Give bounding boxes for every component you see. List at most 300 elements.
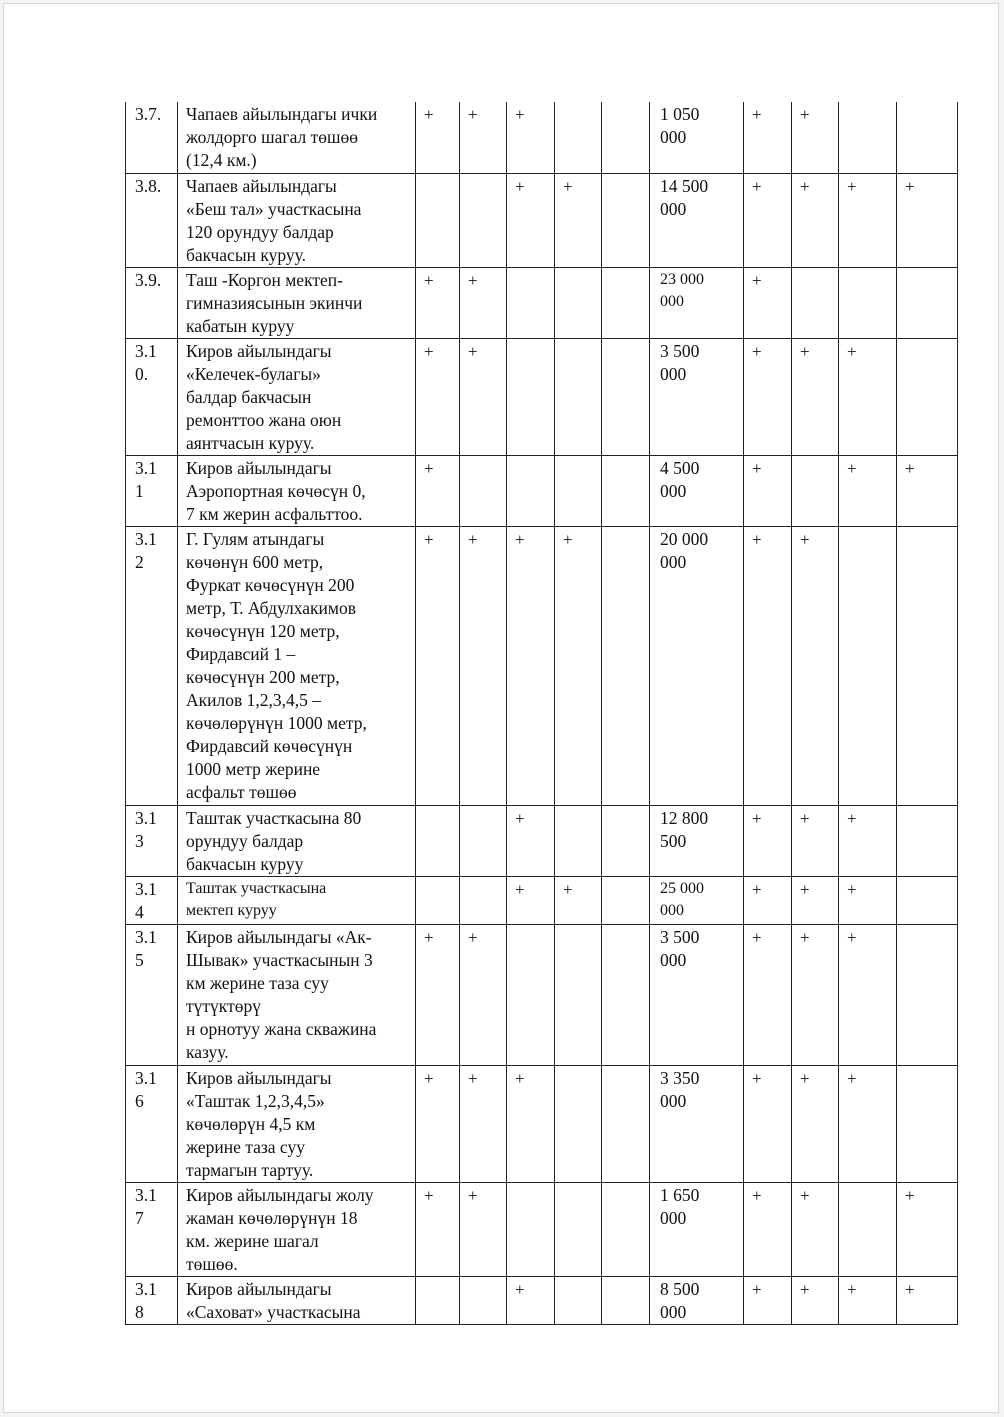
row-amount-line: 000 xyxy=(660,901,684,919)
row-amount-line: 3 500 xyxy=(660,340,700,361)
plus-mark: + xyxy=(468,1068,478,1088)
table-row xyxy=(126,876,958,924)
plus-mark: + xyxy=(905,1279,915,1299)
row-description-line: «Таштак 1,2,3,4,5» xyxy=(186,1090,325,1111)
row-description-line: км. жерине шагал xyxy=(186,1230,319,1251)
timeline-mark xyxy=(555,455,602,526)
row-number-line: 3.7. xyxy=(135,104,162,124)
timeline-mark xyxy=(416,267,460,338)
plus-mark: + xyxy=(563,176,573,196)
row-amount xyxy=(650,102,744,173)
timeline-mark xyxy=(897,526,958,805)
timeline-mark xyxy=(839,173,897,267)
timeline-mark xyxy=(416,876,460,924)
row-amount-line: 000 xyxy=(660,292,684,310)
timeline-mark xyxy=(897,876,958,924)
plus-mark: + xyxy=(752,341,762,361)
row-amount xyxy=(650,924,744,1065)
timeline-mark xyxy=(507,924,555,1065)
row-description xyxy=(178,173,416,267)
row-number-line: 3.1 xyxy=(135,1184,157,1205)
timeline-mark xyxy=(507,1065,555,1182)
timeline-mark xyxy=(602,338,650,455)
plus-mark: + xyxy=(424,458,434,478)
row-number xyxy=(126,876,178,924)
timeline-mark xyxy=(416,526,460,805)
timeline-mark xyxy=(792,526,839,805)
plus-mark: + xyxy=(515,105,525,124)
timeline-mark xyxy=(602,924,650,1065)
row-amount-line: 000 xyxy=(660,1301,687,1322)
row-description xyxy=(178,455,416,526)
plus-mark: + xyxy=(752,808,762,828)
timeline-mark xyxy=(507,455,555,526)
row-amount-line: 000 xyxy=(660,363,687,384)
timeline-mark xyxy=(555,924,602,1065)
row-number-line: 3.1 xyxy=(135,1067,157,1088)
timeline-mark xyxy=(460,1065,507,1182)
row-amount-line: 20 000 xyxy=(660,528,709,549)
row-description-line: Киров айылындагы жолу xyxy=(186,1184,374,1205)
plus-mark: + xyxy=(468,927,478,947)
plus-mark: + xyxy=(847,458,857,478)
row-description-line: Чапаев айылындагы ички xyxy=(186,104,378,124)
plus-mark: + xyxy=(515,1279,525,1299)
row-description xyxy=(178,1182,416,1276)
row-description-line: жолдорго шагал төшөө xyxy=(186,127,359,147)
timeline-mark xyxy=(839,1065,897,1182)
row-number xyxy=(126,102,178,173)
row-number-line: 8 xyxy=(135,1301,144,1322)
plus-mark: + xyxy=(847,927,857,947)
timeline-mark xyxy=(416,805,460,876)
row-description-line: түтүктөрү xyxy=(186,995,261,1016)
row-description-line: «Келечек-булагы» xyxy=(186,363,321,384)
plus-mark: + xyxy=(752,105,762,124)
row-description-line: км жерине таза суу xyxy=(186,972,329,993)
plus-mark: + xyxy=(515,879,525,899)
timeline-mark xyxy=(602,1182,650,1276)
row-description-line: балдар бакчасын xyxy=(186,386,312,407)
timeline-mark xyxy=(744,267,792,338)
row-number-line: 3.1 xyxy=(135,878,157,899)
plus-mark: + xyxy=(800,879,810,899)
row-amount-line: 000 xyxy=(660,949,687,970)
row-number xyxy=(126,267,178,338)
timeline-mark xyxy=(507,267,555,338)
timeline-mark xyxy=(507,102,555,173)
row-number xyxy=(126,924,178,1065)
plus-mark: + xyxy=(847,341,857,361)
timeline-mark xyxy=(744,924,792,1065)
row-number-line: 3.1 xyxy=(135,340,157,361)
timeline-mark xyxy=(744,526,792,805)
row-description xyxy=(178,102,416,173)
row-amount-line: 000 xyxy=(660,551,687,572)
row-description xyxy=(178,526,416,805)
timeline-mark xyxy=(744,102,792,173)
timeline-mark xyxy=(792,338,839,455)
row-amount xyxy=(650,1182,744,1276)
timeline-mark xyxy=(460,1276,507,1324)
row-number-line: 4 xyxy=(135,901,144,922)
plus-mark: + xyxy=(424,341,434,361)
timeline-mark xyxy=(460,876,507,924)
timeline-mark xyxy=(416,102,460,173)
plus-mark: + xyxy=(424,927,434,947)
timeline-mark xyxy=(555,338,602,455)
timeline-mark xyxy=(416,924,460,1065)
row-description-line: «Саховат» участкасына xyxy=(186,1301,361,1322)
plus-mark: + xyxy=(424,1185,434,1205)
row-amount-line: 1 650 xyxy=(660,1184,700,1205)
timeline-mark xyxy=(792,1276,839,1324)
timeline-mark xyxy=(897,267,958,338)
plus-mark: + xyxy=(800,1279,810,1299)
row-amount-line: 8 500 xyxy=(660,1278,700,1299)
plus-mark: + xyxy=(905,1185,915,1205)
row-description-line: Фирдавсий 1 – xyxy=(186,643,296,664)
timeline-mark xyxy=(839,924,897,1065)
row-description-line: Таш -Коргон мектеп- xyxy=(186,269,343,290)
row-amount-line: 000 xyxy=(660,1207,687,1228)
plus-mark: + xyxy=(752,176,762,196)
row-description-line: көчөсүнүн 200 метр, xyxy=(186,666,340,687)
row-amount-line: 1 050 xyxy=(660,104,700,124)
timeline-mark xyxy=(507,805,555,876)
row-description-line: Киров айылындагы xyxy=(186,457,332,478)
plus-mark: + xyxy=(847,176,857,196)
timeline-mark xyxy=(507,876,555,924)
timeline-mark xyxy=(460,805,507,876)
plus-mark: + xyxy=(515,176,525,196)
table-row xyxy=(126,924,958,1065)
plus-mark: + xyxy=(468,105,478,124)
row-amount-line: 500 xyxy=(660,830,687,851)
plan-table xyxy=(125,102,958,1325)
timeline-mark xyxy=(416,1182,460,1276)
row-description-line: асфальт төшөө xyxy=(186,781,297,802)
timeline-mark xyxy=(460,924,507,1065)
row-amount-line: 3 350 xyxy=(660,1067,700,1088)
timeline-mark xyxy=(555,102,602,173)
row-number-line: 1 xyxy=(135,480,144,501)
row-description-line: 7 км жерин асфальттоо. xyxy=(186,503,363,524)
row-description-line: Киров айылындагы xyxy=(186,340,332,361)
row-description-line: аянтчасын куруу. xyxy=(186,432,315,453)
row-description-line: «Беш тал» участкасына xyxy=(186,198,362,219)
row-number xyxy=(126,173,178,267)
row-amount xyxy=(650,267,744,338)
row-number-line: 0. xyxy=(135,363,149,384)
plus-mark: + xyxy=(800,341,810,361)
table-row xyxy=(126,102,958,173)
row-description-line: 120 орундуу балдар xyxy=(186,221,334,242)
timeline-mark xyxy=(839,526,897,805)
row-number-line: 3.1 xyxy=(135,1278,157,1299)
plus-mark: + xyxy=(515,1068,525,1088)
plus-mark: + xyxy=(752,1279,762,1299)
timeline-mark xyxy=(460,1182,507,1276)
timeline-mark xyxy=(839,102,897,173)
timeline-mark xyxy=(897,1276,958,1324)
row-description-line: казуу. xyxy=(186,1041,229,1062)
row-amount xyxy=(650,455,744,526)
timeline-mark xyxy=(792,1182,839,1276)
timeline-mark xyxy=(602,1276,650,1324)
row-description-line: кабатын куруу xyxy=(186,315,295,336)
timeline-mark xyxy=(416,455,460,526)
timeline-mark xyxy=(839,455,897,526)
row-description-line: ремонттоо жана оюн xyxy=(186,409,342,430)
timeline-mark xyxy=(839,805,897,876)
table-row xyxy=(126,1276,958,1324)
plan-table-body xyxy=(126,102,958,1324)
row-number xyxy=(126,1276,178,1324)
plus-mark: + xyxy=(800,105,810,124)
row-amount xyxy=(650,1276,744,1324)
timeline-mark xyxy=(460,338,507,455)
row-number xyxy=(126,338,178,455)
plus-mark: + xyxy=(468,341,478,361)
timeline-mark xyxy=(555,1276,602,1324)
plus-mark: + xyxy=(847,1279,857,1299)
row-number-line: 7 xyxy=(135,1207,144,1228)
row-amount xyxy=(650,1065,744,1182)
row-description-line: Таштак участкасына xyxy=(186,879,327,897)
row-description-line: гимназиясынын экинчи xyxy=(186,292,363,313)
row-amount xyxy=(650,876,744,924)
row-description-line: Г. Гулям атындагы xyxy=(186,528,325,549)
timeline-mark xyxy=(602,173,650,267)
plus-mark: + xyxy=(424,105,434,124)
plus-mark: + xyxy=(800,1068,810,1088)
timeline-mark xyxy=(460,173,507,267)
table-row xyxy=(126,1182,958,1276)
row-amount xyxy=(650,173,744,267)
timeline-mark xyxy=(602,1065,650,1182)
timeline-mark xyxy=(507,173,555,267)
row-amount-line: 000 xyxy=(660,198,687,219)
plus-mark: + xyxy=(424,270,434,290)
timeline-mark xyxy=(792,173,839,267)
row-amount-line: 12 800 xyxy=(660,807,709,828)
timeline-mark xyxy=(507,1276,555,1324)
timeline-mark xyxy=(792,102,839,173)
plus-mark: + xyxy=(515,529,525,549)
row-description-line: Фирдавсий көчөсүнүн xyxy=(186,735,353,756)
row-description-line: жерине таза суу xyxy=(186,1136,305,1157)
row-amount xyxy=(650,526,744,805)
timeline-mark xyxy=(792,924,839,1065)
row-description-line: көчөсүнүн 120 метр, xyxy=(186,620,340,641)
row-amount xyxy=(650,805,744,876)
timeline-mark xyxy=(744,1182,792,1276)
row-description-line: жаман көчөлөрүнүн 18 xyxy=(186,1207,358,1228)
plus-mark: + xyxy=(752,270,762,290)
table-row xyxy=(126,267,958,338)
row-amount-line: 000 xyxy=(660,480,687,501)
row-description-line: 1000 метр жерине xyxy=(186,758,321,779)
timeline-mark xyxy=(792,455,839,526)
plus-mark: + xyxy=(424,529,434,549)
timeline-mark xyxy=(792,1065,839,1182)
row-amount xyxy=(650,338,744,455)
timeline-mark xyxy=(602,526,650,805)
row-description-line: көчөлөрүнүн 1000 метр, xyxy=(186,712,367,733)
timeline-mark xyxy=(897,805,958,876)
row-number-line: 6 xyxy=(135,1090,144,1111)
timeline-mark xyxy=(507,526,555,805)
timeline-mark xyxy=(744,338,792,455)
plus-mark: + xyxy=(800,176,810,196)
row-number-line: 3.8. xyxy=(135,175,162,196)
plus-mark: + xyxy=(752,1185,762,1205)
plus-mark: + xyxy=(752,879,762,899)
timeline-mark xyxy=(839,876,897,924)
row-number xyxy=(126,805,178,876)
timeline-mark xyxy=(602,455,650,526)
plus-mark: + xyxy=(468,1185,478,1205)
timeline-mark xyxy=(602,876,650,924)
timeline-mark xyxy=(839,1182,897,1276)
plus-mark: + xyxy=(468,270,478,290)
row-number-line: 3.1 xyxy=(135,807,157,828)
row-number-line: 3.9. xyxy=(135,269,162,290)
plus-mark: + xyxy=(800,927,810,947)
timeline-mark xyxy=(460,267,507,338)
row-amount-line: 000 xyxy=(660,1090,687,1111)
timeline-mark xyxy=(744,455,792,526)
plus-mark: + xyxy=(563,529,573,549)
row-description xyxy=(178,1276,416,1324)
row-description-line: бакчасын куруу. xyxy=(186,244,306,265)
timeline-mark xyxy=(792,805,839,876)
row-description xyxy=(178,1065,416,1182)
row-description-line: мектеп куруу xyxy=(186,901,277,919)
timeline-mark xyxy=(460,526,507,805)
row-description-line: орундуу балдар xyxy=(186,830,304,851)
plus-mark: + xyxy=(847,808,857,828)
plus-mark: + xyxy=(800,808,810,828)
timeline-mark xyxy=(744,805,792,876)
plus-mark: + xyxy=(752,927,762,947)
plus-mark: + xyxy=(847,1068,857,1088)
plus-mark: + xyxy=(752,529,762,549)
row-number xyxy=(126,526,178,805)
plus-mark: + xyxy=(905,176,915,196)
timeline-mark xyxy=(416,338,460,455)
row-amount-line: 14 500 xyxy=(660,175,709,196)
plus-mark: + xyxy=(800,529,810,549)
row-number-line: 3.1 xyxy=(135,457,157,478)
plus-mark: + xyxy=(563,879,573,899)
row-description-line: бакчасын куруу xyxy=(186,853,304,874)
timeline-mark xyxy=(507,338,555,455)
timeline-mark xyxy=(460,455,507,526)
timeline-mark xyxy=(897,455,958,526)
timeline-mark xyxy=(416,1276,460,1324)
plus-mark: + xyxy=(847,879,857,899)
timeline-mark xyxy=(416,1065,460,1182)
row-amount-line: 3 500 xyxy=(660,926,700,947)
row-number xyxy=(126,455,178,526)
timeline-mark xyxy=(839,338,897,455)
row-description xyxy=(178,267,416,338)
plus-mark: + xyxy=(905,458,915,478)
timeline-mark xyxy=(897,1182,958,1276)
row-number-line: 2 xyxy=(135,551,144,572)
row-number xyxy=(126,1065,178,1182)
row-amount-line: 000 xyxy=(660,127,687,147)
row-description xyxy=(178,338,416,455)
timeline-mark xyxy=(602,102,650,173)
row-amount-line: 25 000 xyxy=(660,879,704,897)
timeline-mark xyxy=(555,173,602,267)
table-row xyxy=(126,173,958,267)
row-description xyxy=(178,924,416,1065)
timeline-mark xyxy=(744,173,792,267)
row-description-line: Шывак» участкасынын 3 xyxy=(186,949,373,970)
timeline-mark xyxy=(897,338,958,455)
row-description-line: Фуркат көчөсүнүн 200 xyxy=(186,574,355,595)
table-row xyxy=(126,455,958,526)
timeline-mark xyxy=(602,805,650,876)
timeline-mark xyxy=(744,876,792,924)
row-number-line: 3 xyxy=(135,830,144,851)
row-amount-line: 4 500 xyxy=(660,457,700,478)
row-description-line: Чапаев айылындагы xyxy=(186,175,337,196)
row-number-line: 5 xyxy=(135,949,144,970)
timeline-mark xyxy=(897,102,958,173)
row-description-line: метр, Т. Абдулхакимов xyxy=(186,597,356,618)
timeline-mark xyxy=(555,1065,602,1182)
row-description-line: көчөлөрүн 4,5 км xyxy=(186,1113,316,1134)
timeline-mark xyxy=(839,1276,897,1324)
timeline-mark xyxy=(555,1182,602,1276)
timeline-mark xyxy=(602,267,650,338)
timeline-mark xyxy=(744,1065,792,1182)
table-row xyxy=(126,805,958,876)
timeline-mark xyxy=(416,173,460,267)
table-row xyxy=(126,526,958,805)
row-description-line: (12,4 км.) xyxy=(186,150,257,170)
timeline-mark xyxy=(460,102,507,173)
document-page xyxy=(3,3,999,1413)
row-amount-line: 23 000 xyxy=(660,270,704,288)
timeline-mark xyxy=(897,173,958,267)
timeline-mark xyxy=(744,1276,792,1324)
timeline-mark xyxy=(555,526,602,805)
row-number-line: 3.1 xyxy=(135,528,157,549)
row-number-line: 3.1 xyxy=(135,926,157,947)
plus-mark: + xyxy=(424,1068,434,1088)
plus-mark: + xyxy=(800,1185,810,1205)
timeline-mark xyxy=(792,876,839,924)
row-description-line: тармагын тартуу. xyxy=(186,1159,314,1180)
timeline-mark xyxy=(555,805,602,876)
row-description-line: н орнотуу жана скважина xyxy=(186,1018,377,1039)
row-description-line: Таштак участкасына 80 xyxy=(186,807,362,828)
table-row xyxy=(126,338,958,455)
timeline-mark xyxy=(839,267,897,338)
timeline-mark xyxy=(555,267,602,338)
plus-mark: + xyxy=(515,808,525,828)
timeline-mark xyxy=(792,267,839,338)
row-description-line: Акилов 1,2,3,4,5 – xyxy=(186,689,322,710)
timeline-mark xyxy=(555,876,602,924)
row-description-line: Киров айылындагы xyxy=(186,1067,332,1088)
